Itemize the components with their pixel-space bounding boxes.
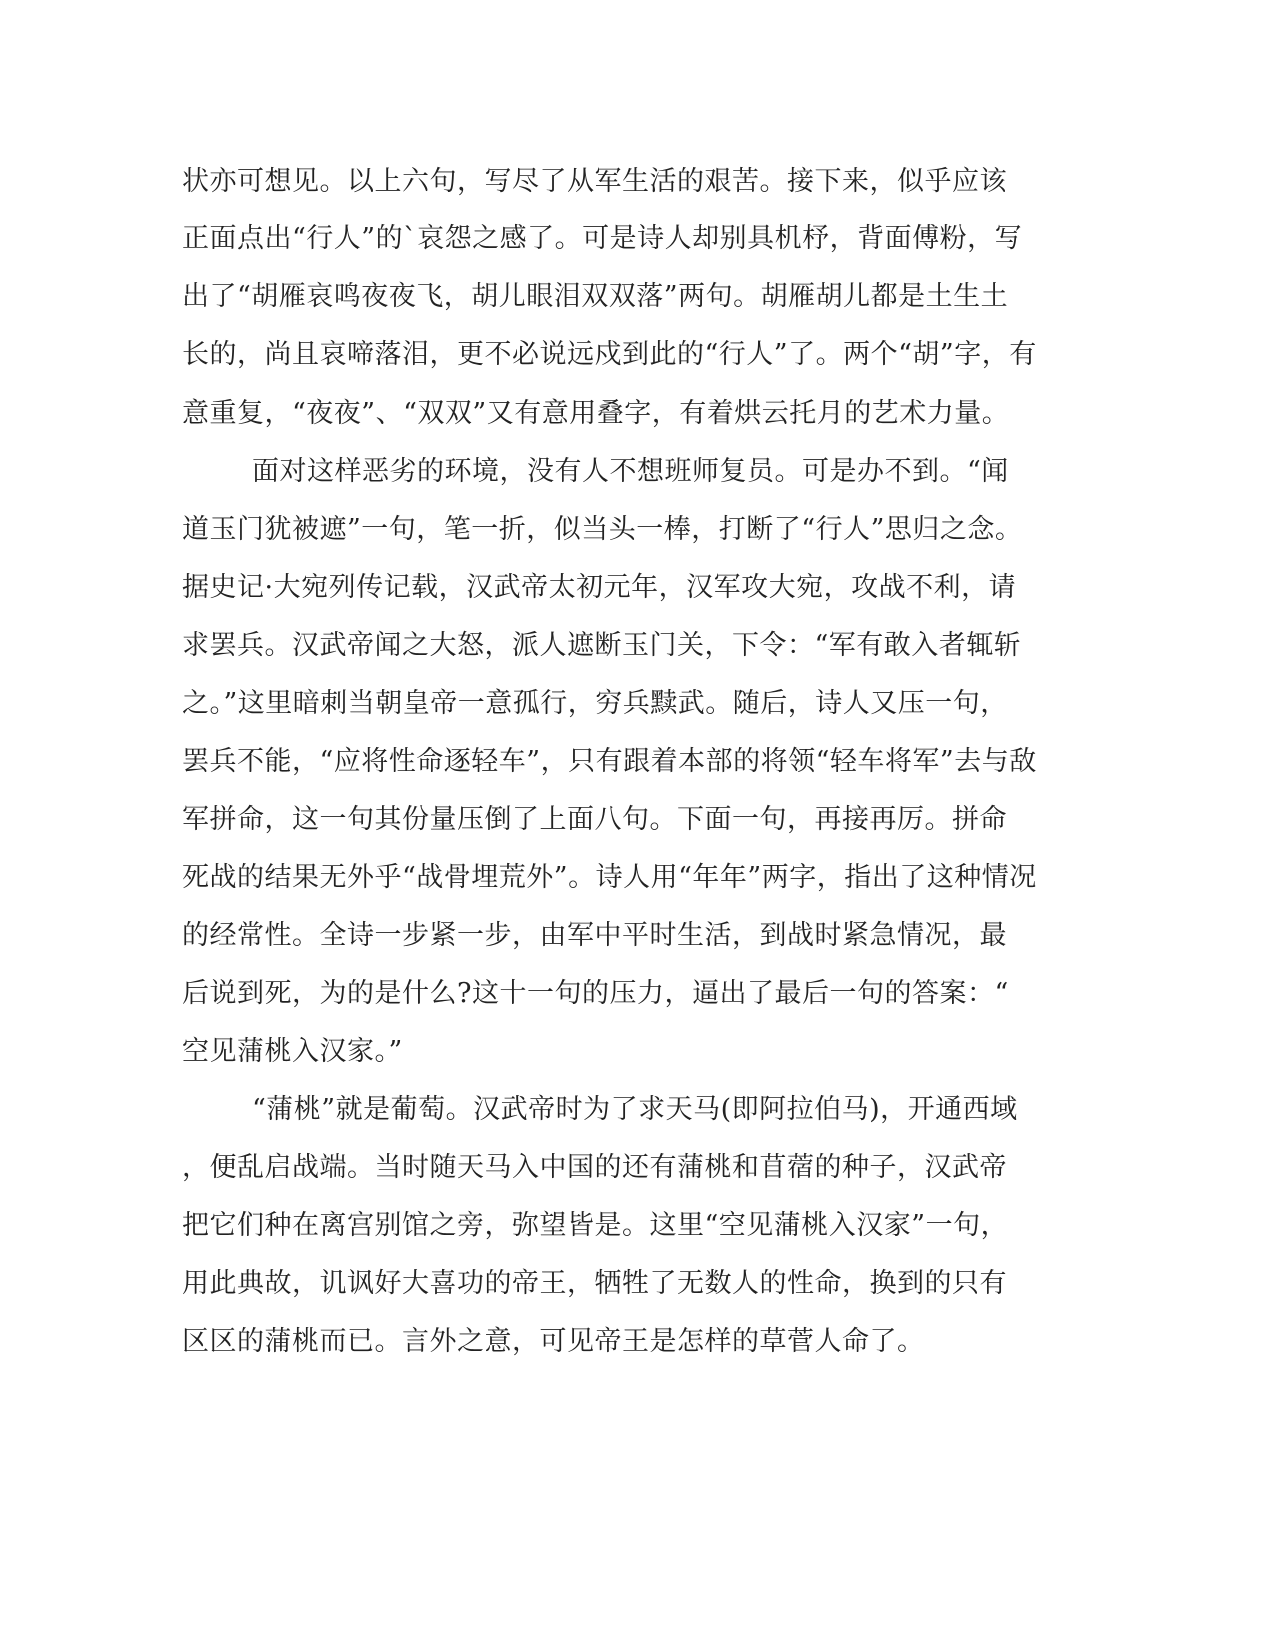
text-line: 后说到死，为的是什么?这十一句的压力，逼出了最后一句的答案：“: [182, 978, 1009, 1009]
text-line: ，便乱启战端。当时随天马入中国的还有蒲桃和苜蓿的种子，汉武帝: [182, 1152, 1007, 1183]
text-line: 道玉门犹被遮”一句，笔一折，似当头一棒，打断了“行人”思归之念。: [182, 514, 1023, 545]
text-line: 军拼命，这一句其份量压倒了上面八句。下面一句，再接再厉。拼命: [182, 804, 1007, 835]
paragraph-first-line: 面对这样恶劣的环境，没有人不想班师复员。可是办不到。“闻: [252, 456, 1009, 487]
text-line: 死战的结果无外乎“战骨埋荒外”。诗人用“年年”两字，指出了这种情况: [182, 862, 1037, 893]
text-line: 正面点出“行人”的`哀怨之感了。可是诗人却别具机杼，背面傅粉，写: [182, 223, 1023, 254]
text-line: 用此典故，讥讽好大喜功的帝王，牺牲了无数人的性命，换到的只有: [182, 1268, 1007, 1299]
text-line: 把它们种在离宫别馆之旁，弥望皆是。这里“空见蒲桃入汉家”一句，: [182, 1210, 1009, 1241]
text-line: 据史记·大宛列传记载，汉武帝太初元年，汉军攻大宛，攻战不利，请: [182, 572, 1017, 603]
text-line: 意重复，“夜夜”、“双双”又有意用叠字，有着烘云托月的艺术力量。: [182, 398, 1010, 429]
text-line: 长的，尚且哀啼落泪，更不必说远戍到此的“行人”了。两个“胡”字，有: [182, 339, 1037, 370]
text-line: 之。”这里暗刺当朝皇帝一意孤行，穷兵黩武。随后，诗人又压一句，: [182, 688, 1008, 719]
text-line: 空见蒲桃入汉家。”: [182, 1036, 403, 1067]
text-line: 状亦可想见。以上六句，写尽了从军生活的艰苦。接下来，似乎应该: [182, 166, 1007, 197]
text-line: 区区的蒲桃而已。言外之意，可见帝王是怎样的草菅人命了。: [182, 1326, 925, 1357]
text-line: 求罢兵。汉武帝闻之大怒，派人遮断玉门关，下令：“军有敢入者辄斩: [182, 630, 1022, 661]
text-line: 罢兵不能，“应将性命逐轻车”，只有跟着本部的将领“轻车将军”去与敌: [182, 746, 1037, 777]
text-line: 出了“胡雁哀鸣夜夜飞，胡儿眼泪双双落”两句。胡雁胡儿都是土生土: [182, 281, 1009, 312]
paragraph-first-line: “蒲桃”就是葡萄。汉武帝时为了求天马(即阿拉伯马)，开通西域: [252, 1094, 1018, 1125]
text-line: 的经常性。全诗一步紧一步，由军中平时生活，到战时紧急情况，最: [182, 920, 1007, 951]
